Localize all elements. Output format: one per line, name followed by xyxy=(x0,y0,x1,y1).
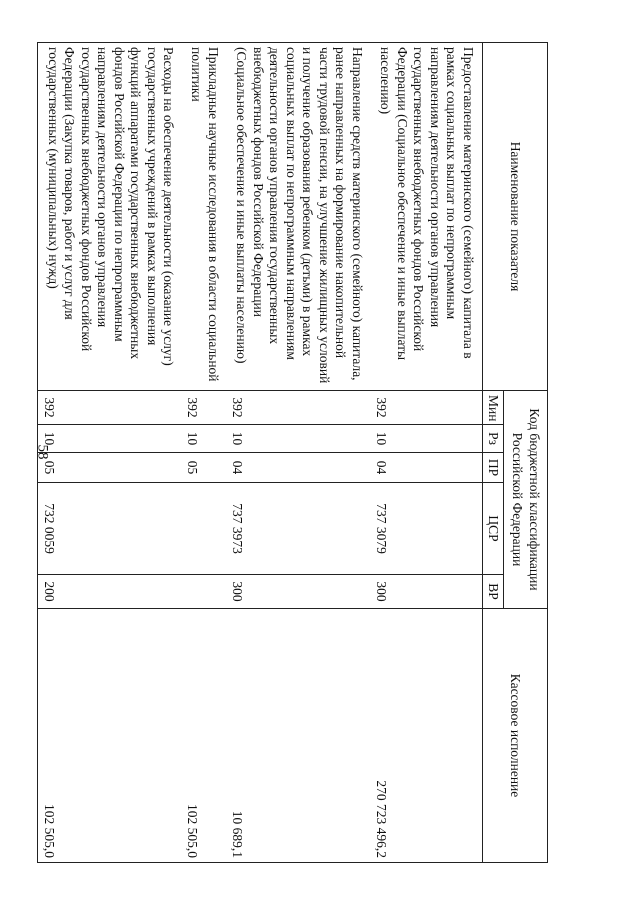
table-row xyxy=(182,43,227,863)
row-execution: 10 689,1 xyxy=(227,609,371,863)
header-pr: ПР xyxy=(482,453,503,483)
row-execution: 270 723 496,2 xyxy=(371,609,482,863)
row-csr: 732 0059 xyxy=(38,483,182,575)
row-pr: 04 xyxy=(371,453,482,483)
row-pr: 04 xyxy=(227,453,371,483)
budget-table xyxy=(37,42,548,863)
row-pr: 05 xyxy=(38,453,182,483)
row-csr xyxy=(182,483,227,575)
row-rz: 10 xyxy=(227,425,371,453)
row-name: Прикладные научные исследования в области социальной политики xyxy=(182,43,227,391)
row-rz: 10 xyxy=(371,425,482,453)
row-vr: 300 xyxy=(227,575,371,609)
row-min: 392 xyxy=(371,391,482,425)
header-execution: Кассовое исполнение xyxy=(482,609,547,863)
row-vr: 300 xyxy=(371,575,482,609)
row-vr: 200 xyxy=(38,575,182,609)
header-csr: ЦСР xyxy=(482,483,503,575)
header-vr: ВР xyxy=(482,575,503,609)
table-row xyxy=(227,43,371,863)
row-rz: 10 xyxy=(182,425,227,453)
table-row xyxy=(38,43,182,863)
row-min: 392 xyxy=(182,391,227,425)
header-rz: Рз xyxy=(482,425,503,453)
row-min: 392 xyxy=(227,391,371,425)
row-execution: 102 505,0 xyxy=(182,609,227,863)
row-csr: 737 3079 xyxy=(371,483,482,575)
header-min: Мин xyxy=(482,391,503,425)
table-row xyxy=(371,43,482,863)
header-budget-code: Код бюджетной классификации Российской Федерации xyxy=(504,391,548,609)
row-name: Предоставление материнского (семейного) капитала в рамках социальных выплат по непрограммным направлениям деятельности органов управления государственных внебюджетных фондов Российской Федерации (Социальное обеспечение и иные выплаты населению) xyxy=(371,43,482,391)
row-execution: 102 505,0 xyxy=(38,609,182,863)
row-min: 392 xyxy=(38,391,182,425)
row-csr: 737 3973 xyxy=(227,483,371,575)
row-pr: 05 xyxy=(182,453,227,483)
row-rz: 10 xyxy=(38,425,182,453)
header-name: Наименование показателя xyxy=(482,43,547,391)
row-name: Направление средств материнского (семейного) капитала, ранее направленных на формирование накопительной части трудовой пенсии, на улучшение жилищных условий и получение образования ребенком (детьми) в рамках социальных выплат по непрограммным направлениям деятельности органов управления государственных внебюджетных фондов Российской Федерации (Социальное обеспечение и иные выплаты населению) xyxy=(227,43,371,391)
row-vr xyxy=(182,575,227,609)
row-name: Расходы на обеспечение деятельности (оказание услуг) государственных учреждений в рамках выполнения функций аппаратами государственных внебюджетных фондов Российской Федерации по непрограммным направлениям деятельности органов управления государственных внебюджетных фондов Российской Федерации (Закупка товаров, работ и услуг для государственных (муниципальных) нужд) xyxy=(38,43,182,391)
page-number: 58 xyxy=(34,444,51,460)
